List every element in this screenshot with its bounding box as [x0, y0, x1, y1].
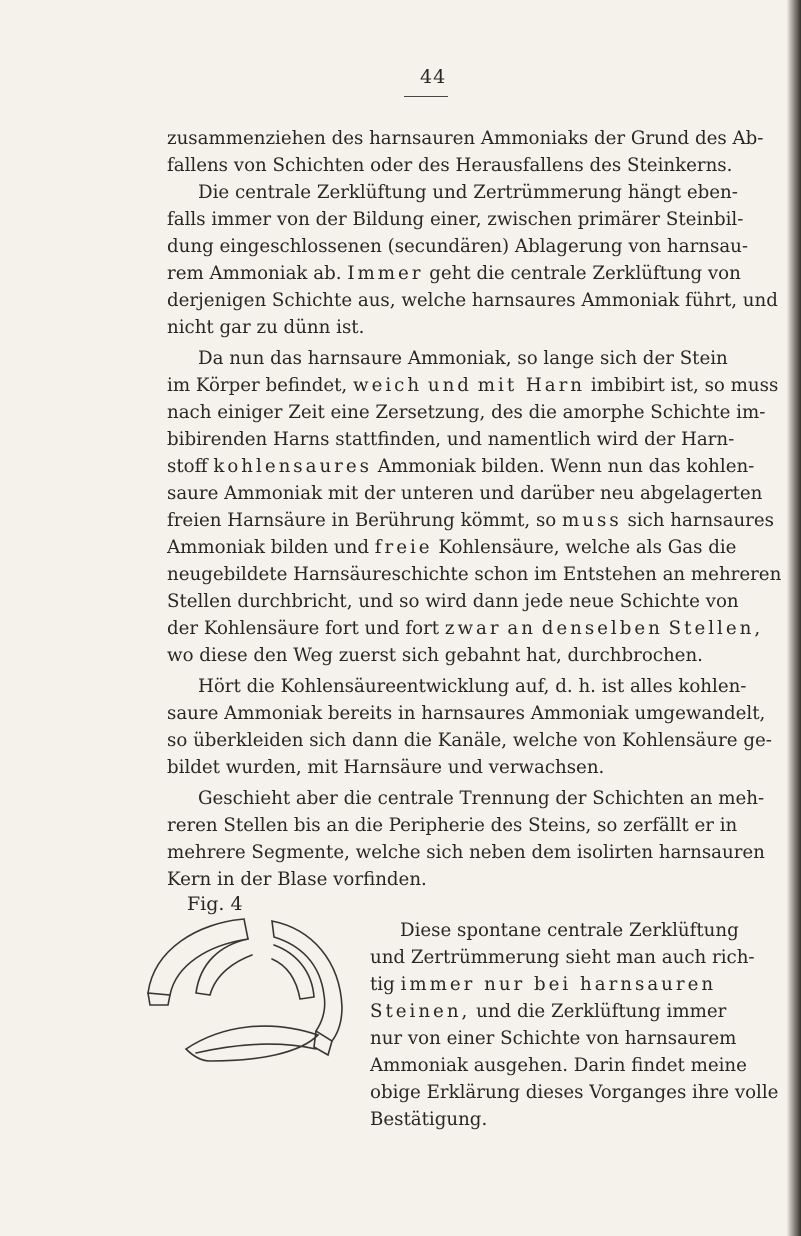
text-line: Ammoniak ausgehen. Darin findet meine: [370, 1055, 747, 1076]
emphasis-text: mit Harn: [477, 375, 586, 396]
text-line: Bestätigung.: [370, 1109, 488, 1130]
text-line: neugebildete Harnsäureschichte schon im Entstehen an mehreren: [167, 564, 782, 585]
text-span: Ammoniak bilden und: [167, 537, 369, 558]
text-span: rem Ammoniak ab.: [167, 263, 342, 284]
text-line: saure Ammoniak mit der unteren und darüber neu abgelagerten: [167, 483, 763, 504]
emphasis-text: zwar: [444, 618, 502, 639]
text-line: Da nun das harnsaure Ammoniak, so lange sich der Stein: [198, 348, 728, 369]
text-span: sich harnsaures: [627, 510, 774, 531]
text-line: falls immer von der Bildung einer, zwischen primärer Steinbil-: [167, 209, 744, 230]
text-line: obige Erklärung dieses Vorganges ihre volle: [370, 1082, 779, 1103]
text-line: [167, 618, 763, 640]
text-line: zusammenziehen des harnsauren Ammoniaks der Grund des Ab-: [167, 128, 764, 149]
figure-caption: Fig. 4: [187, 893, 243, 915]
text-line: [167, 375, 778, 397]
text-span: geht die centrale Zerklüftung von: [429, 263, 741, 284]
text-span: stoff: [167, 456, 208, 477]
emphasis-text: und: [427, 375, 472, 396]
emphasis-text: weich: [353, 375, 423, 396]
text-line: so überkleiden sich dann die Kanäle, welche von Kohlensäure ge-: [167, 730, 772, 751]
text-line: Geschieht aber die centrale Trennung der Schichten an meh-: [198, 788, 765, 809]
text-line: Kern in der Blase vorfinden.: [167, 869, 427, 890]
emphasis-text: muss: [562, 510, 622, 531]
text-line: bibirenden Harns stattfinden, und namentlich wird der Harn-: [167, 429, 735, 450]
page-number: 44: [420, 66, 447, 88]
lower-segment: [186, 1026, 318, 1061]
text-line: [167, 537, 736, 559]
text-line: mehrere Segmente, welche sich neben dem isolirten harnsauren: [167, 842, 765, 863]
text-line: [370, 974, 716, 996]
page-number-underline: [404, 96, 448, 97]
text-line: bildet wurden, mit Harnsäure und verwachsen.: [167, 757, 605, 778]
text-line: fallens von Schichten oder des Herausfallens des Steinkerns.: [167, 155, 733, 176]
emphasis-text: immer nur bei harnsauren: [400, 974, 717, 995]
emphasis-text: Steinen,: [370, 1001, 471, 1022]
text-line: wo diese den Weg zuerst sich gebahnt hat, durchbrochen.: [167, 645, 703, 666]
text-span: freien Harnsäure in Berührung kömmt, so: [167, 510, 557, 531]
text-line: Hört die Kohlensäureentwicklung auf, d. h. ist alles kohlen-: [198, 676, 747, 697]
emphasis-text: Stellen,: [668, 618, 764, 639]
emphasis-text: an: [507, 618, 536, 639]
text-span: Ammoniak bilden. Wenn nun das kohlen-: [377, 456, 755, 477]
text-line: [370, 1001, 726, 1023]
emphasis-text: freie: [374, 537, 433, 558]
text-line: derjenigen Schichte aus, welche harnsaures Ammoniak führt, und: [167, 290, 778, 311]
emphasis-text: denselben: [541, 618, 663, 639]
text-line: nach einiger Zeit eine Zersetzung, des die amorphe Schichte im-: [167, 402, 766, 423]
text-line: [167, 456, 754, 478]
text-span: Kohlensäure, welche als Gas die: [438, 537, 737, 558]
text-line: Die centrale Zerklüftung und Zertrümmerung hängt eben-: [198, 182, 738, 203]
emphasis-text: kohlensaures: [213, 456, 372, 477]
figure-stone-segments: [140, 915, 355, 1065]
text-line: reren Stellen bis an die Peripherie des Steins, so zerfällt er in: [167, 815, 738, 836]
text-line: Diese spontane centrale Zerklüftung: [400, 920, 739, 941]
text-line: und Zertrümmerung sieht man auch rich-: [370, 947, 755, 968]
text-line: Stellen durchbricht, und so wird dann jede neue Schichte von: [167, 591, 739, 612]
text-span: tig: [370, 974, 395, 995]
text-line: nicht gar zu dünn ist.: [167, 317, 365, 338]
emphasis-text: Immer: [347, 263, 424, 284]
outer-segment-right: [272, 921, 342, 1041]
text-span: imbibirt ist, so muss: [590, 375, 779, 396]
middle-segment-right: [272, 945, 314, 999]
text-line: nur von einer Schichte von harnsaurem: [370, 1028, 737, 1049]
text-line: [167, 510, 774, 532]
text-span: und die Zerklüftung immer: [476, 1001, 727, 1022]
text-span: im Körper befindet,: [167, 375, 348, 396]
middle-segment-left: [196, 939, 252, 995]
text-line: saure Ammoniak bereits in harnsaures Ammoniak umgewandelt,: [167, 703, 766, 724]
page-edge: [787, 0, 801, 1236]
text-span: der Kohlensäure fort und fort: [167, 618, 440, 639]
text-line: dung eingeschlossenen (secundären) Ablagerung von harnsau-: [167, 236, 749, 257]
text-line: [167, 263, 741, 285]
